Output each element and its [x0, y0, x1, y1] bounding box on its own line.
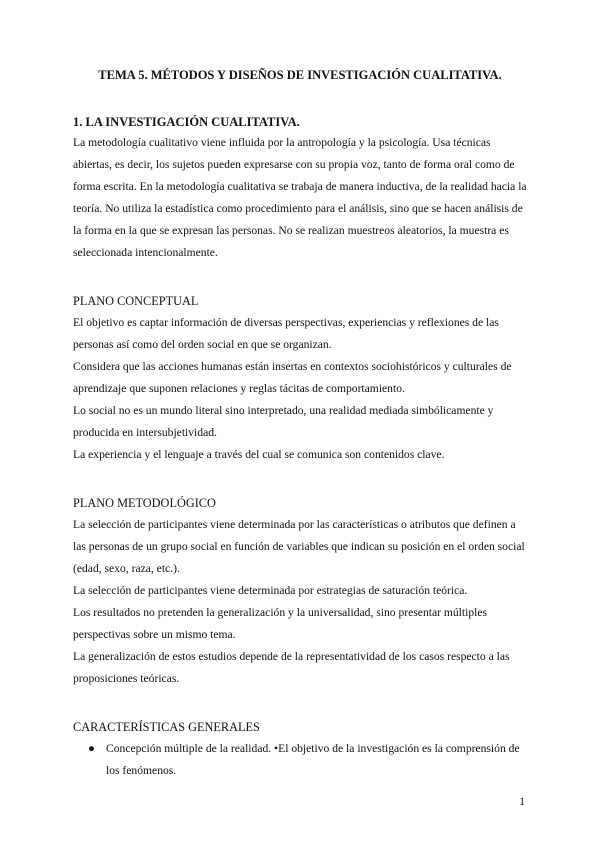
list-item-text: Concepción múltiple de la realidad. •El objetivo de la investigación es la comprensión de los fenómenos. [106, 742, 520, 777]
section-heading-plano-conceptual: PLANO CONCEPTUAL [73, 294, 199, 308]
document-title: TEMA 5. MÉTODOS Y DISEÑOS DE INVESTIGACIÓN CUALITATIVA. [98, 68, 502, 82]
methodological-paragraph: La selección de participantes viene determinada por las características o atributos que definen a las personas de un grupo social en función de variables que indican su posición en el orden social (edad, sexo, raza, etc.). [73, 518, 525, 575]
section-plano-metodologico [73, 492, 527, 690]
methodological-paragraph: La generalización de estos estudios depende de la representatividad de los casos respecto a las proposiciones teóricas. [73, 650, 510, 685]
section-plano-conceptual [73, 290, 527, 466]
section-heading-investigacion-cualitativa: 1. LA INVESTIGACIÓN CUALITATIVA. [73, 115, 300, 129]
conceptual-paragraph: El objetivo es captar información de diversas perspectivas, experiencias y reflexiones de las personas así como del orden social en que se organizan. [73, 316, 499, 351]
section-heading-plano-metodologico: PLANO METODOLÓGICO [73, 496, 216, 510]
conceptual-paragraph: La experiencia y el lenguaje a través del cual se comunica son contenidos clave. [73, 448, 445, 461]
list-item [73, 738, 527, 782]
section-caracteristicas-generales [73, 716, 527, 782]
intro-paragraph: La metodología cualitativo viene influida por la antropología y la psicología. Usa técnicas abiertas, es decir, los sujetos pueden expresarse con su propia voz, tanto de forma oral como de forma escrita. En la metodología cualitativa se trabaja de manera inductiva, de la realidad hacia la teoría. No utiliza la estadística como procedimiento para el análisis, sino que se hacen análisis de la forma en la que se expresan las personas. No se realizan muestreos aleatorios, la muestra es seleccionada intencionalmente. [73, 136, 527, 259]
bullet-icon: ● [88, 742, 96, 755]
conceptual-paragraph: Considera que las acciones humanas están insertas en contextos sociohistóricos y culturales de aprendizaje que suponen relaciones y reglas tácitas de comportamiento. [73, 360, 512, 395]
characteristics-list [73, 738, 527, 782]
methodological-paragraph: La selección de participantes viene determinada por estrategias de saturación teórica. [73, 584, 468, 597]
page-number: 1 [519, 796, 525, 808]
section-heading-caracteristicas: CARACTERÍSTICAS GENERALES [73, 720, 260, 734]
conceptual-paragraph: Lo social no es un mundo literal sino interpretado, una realidad mediada simbólicamente y producida en intersubjetividad. [73, 404, 494, 439]
document-body [73, 112, 527, 782]
methodological-paragraph: Los resultados no pretenden la generalización y la universalidad, sino presentar múltiples perspectivas sobre un mismo tema. [73, 606, 488, 641]
